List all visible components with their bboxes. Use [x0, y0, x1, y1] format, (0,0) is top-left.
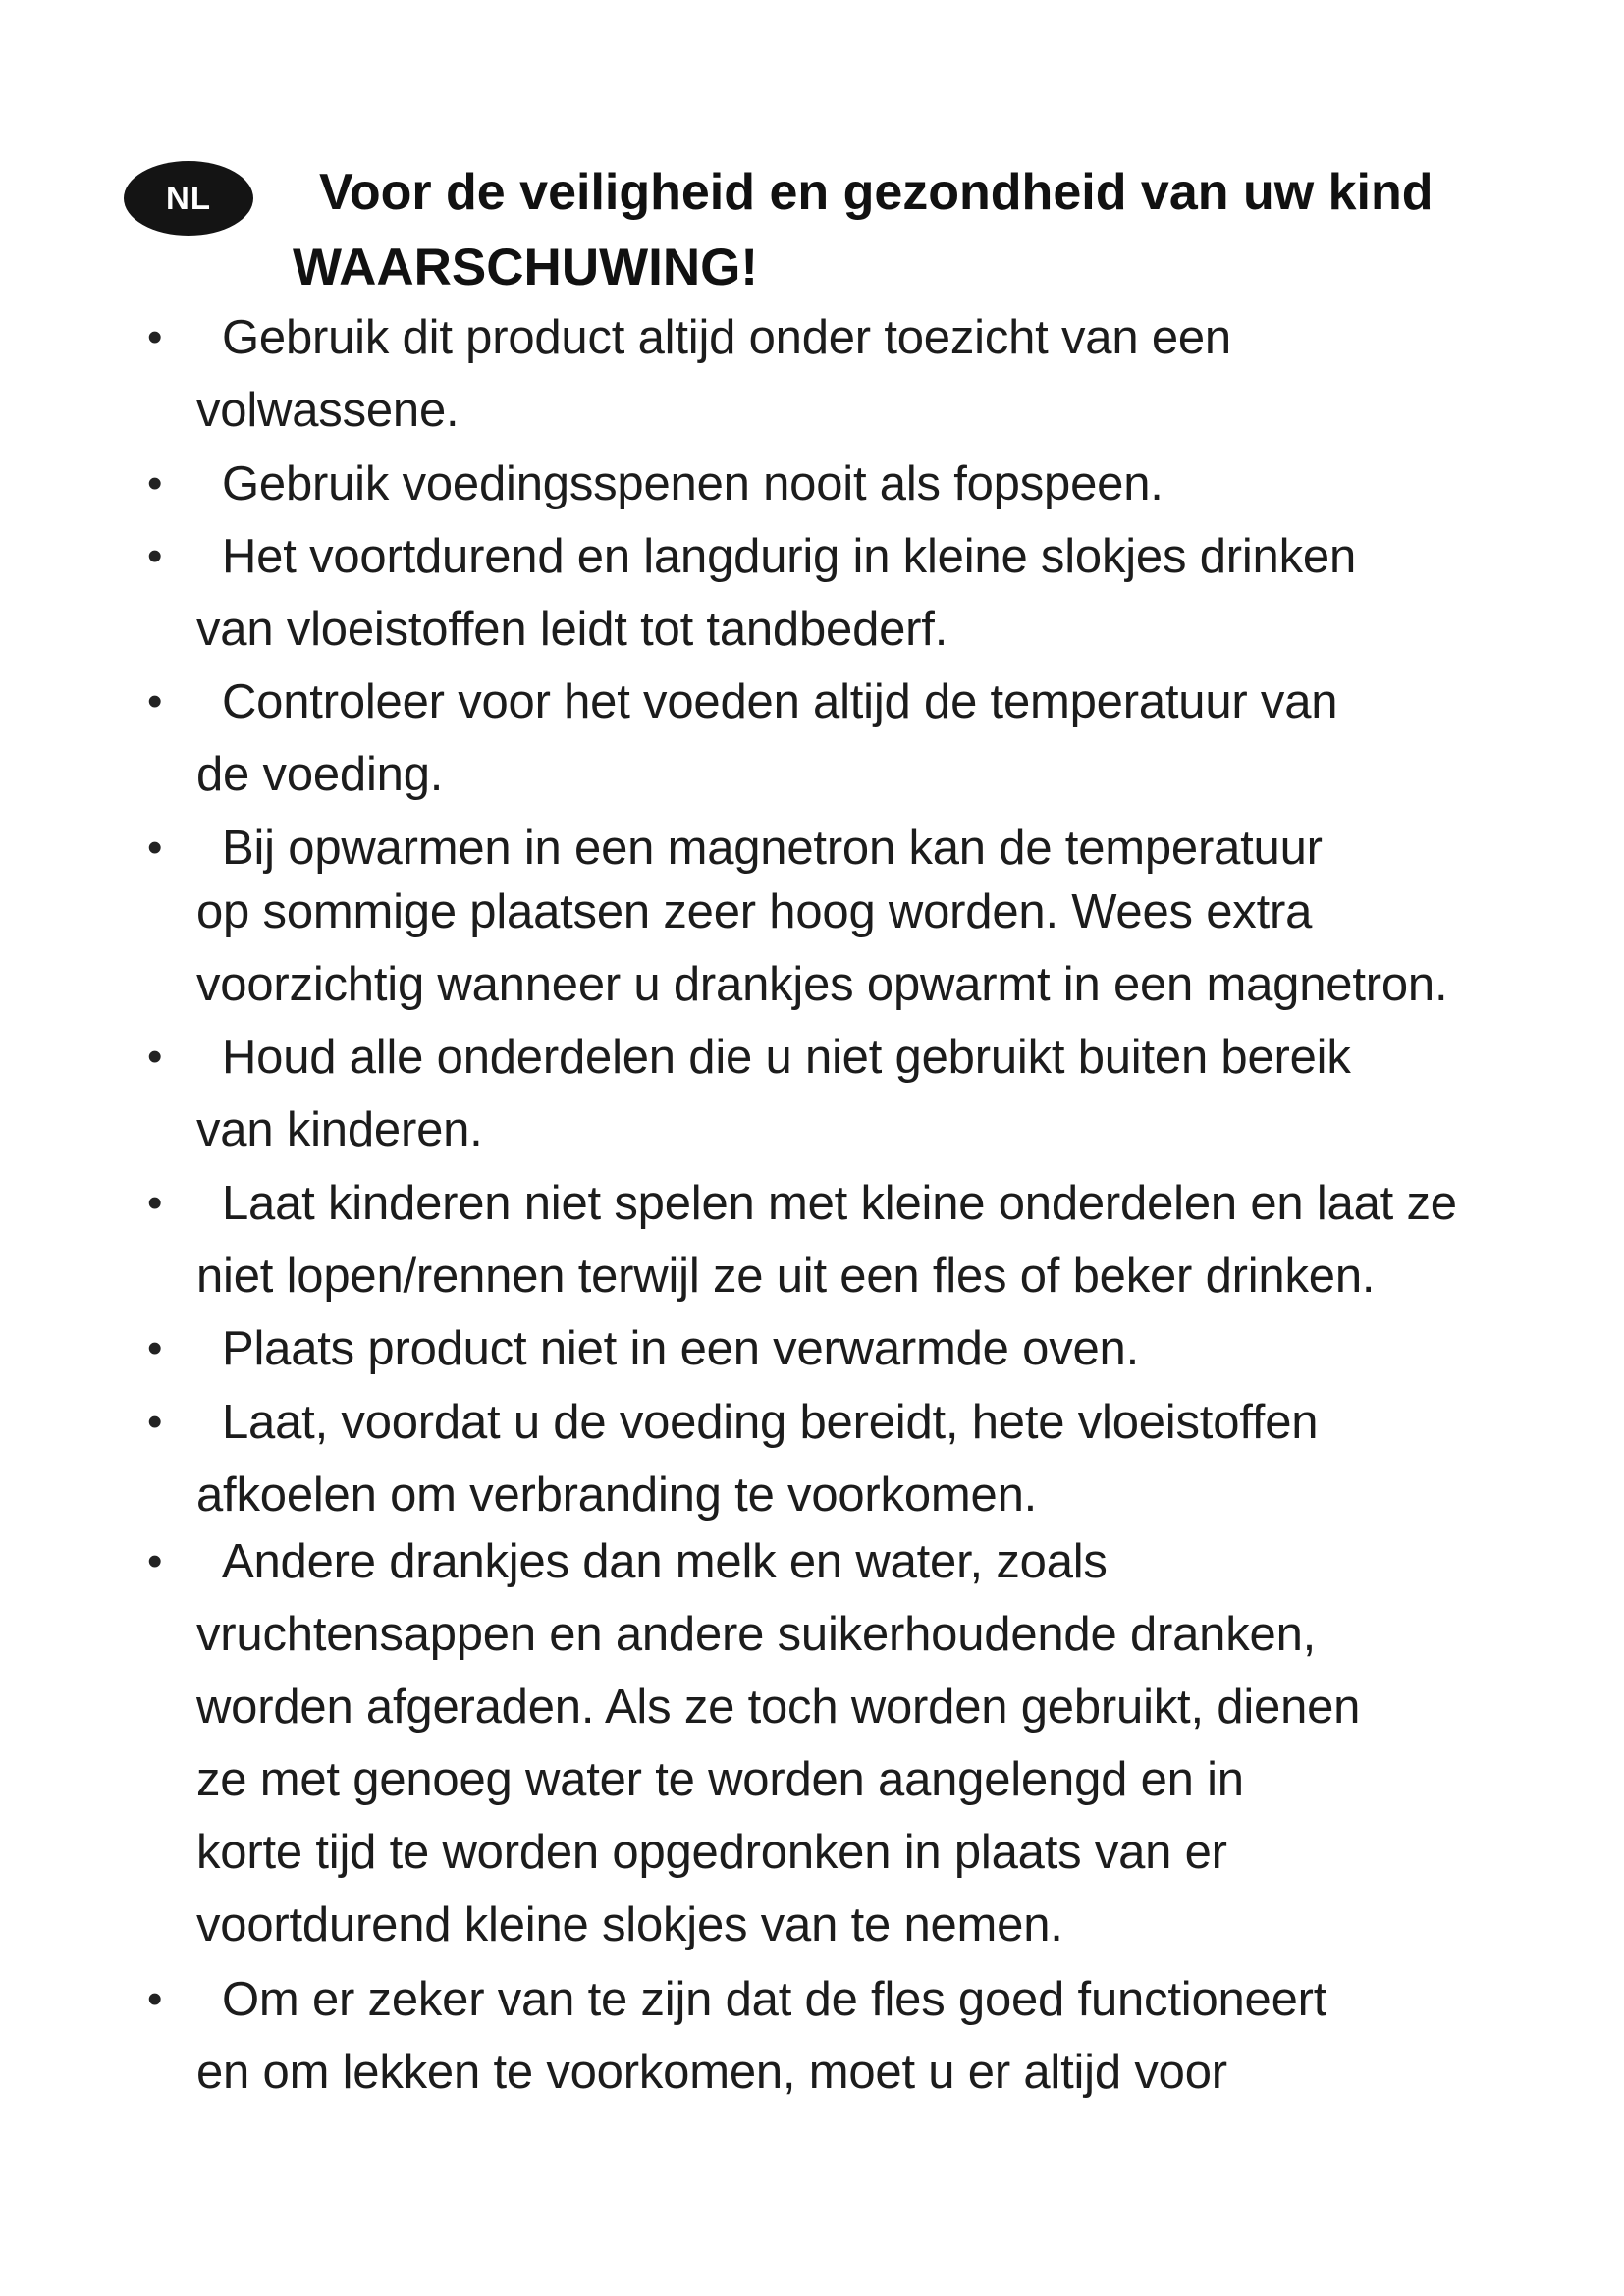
warning-line: Andere drankjes dan melk en water, zoals — [222, 1535, 1108, 1588]
warning-line: Houd alle onderdelen die u niet gebruikt buiten bereik — [222, 1031, 1351, 1084]
warning-line: Gebruik voedingsspenen nooit als fopspeen. — [222, 457, 1164, 510]
warning-line: Laat, voordat u de voeding bereidt, hete vloeistoffen — [222, 1396, 1319, 1449]
bullet: • — [147, 1324, 163, 1372]
bullet: • — [147, 1179, 163, 1227]
warning-line: Bij opwarmen in een magnetron kan de temperatuur — [222, 822, 1323, 875]
warning-line: volwassene. — [196, 384, 460, 437]
warning-line: worden afgeraden. Als ze toch worden gebruikt, dienen — [196, 1681, 1361, 1734]
warning-line: Gebruik dit product altijd onder toezicht van een — [222, 311, 1231, 364]
warning-line: en om lekken te voorkomen, moet u er altijd voor — [196, 2046, 1227, 2099]
bullet: • — [147, 824, 163, 872]
warning-line: niet lopen/rennen terwijl ze uit een fles of beker drinken. — [196, 1250, 1376, 1303]
warning-line: Plaats product niet in een verwarmde oven. — [222, 1322, 1140, 1375]
warning-line: ze met genoeg water te worden aangelengd en in — [196, 1753, 1244, 1806]
warning-line: van kinderen. — [196, 1103, 483, 1156]
warning-heading: WAARSCHUWING! — [293, 239, 758, 296]
bullet: • — [147, 1537, 163, 1585]
warning-line: Het voortdurend en langdurig in kleine slokjes drinken — [222, 530, 1357, 583]
warning-line: voortdurend kleine slokjes van te nemen. — [196, 1898, 1063, 1951]
bullet: • — [147, 1975, 163, 2023]
language-badge: NL — [124, 161, 253, 236]
warning-line: Controleer voor het voeden altijd de temperatuur van — [222, 675, 1338, 728]
warning-line: afkoelen om verbranding te voorkomen. — [196, 1468, 1038, 1522]
page-title: Voor de veiligheid en gezondheid van uw kind — [319, 164, 1434, 221]
warning-line: Laat kinderen niet spelen met kleine onderdelen en laat ze — [222, 1177, 1457, 1230]
bullet: • — [147, 459, 163, 507]
warning-line: vruchtensappen en andere suikerhoudende dranken, — [196, 1608, 1317, 1661]
bullet: • — [147, 1398, 163, 1446]
warning-line: Om er zeker van te zijn dat de fles goed functioneert — [222, 1973, 1327, 2026]
warning-line: voorzichtig wanneer u drankjes opwarmt in een magnetron. — [196, 958, 1448, 1011]
bullet: • — [147, 532, 163, 580]
bullet: • — [147, 313, 163, 361]
warning-line: van vloeistoffen leidt tot tandbederf. — [196, 603, 948, 656]
bullet: • — [147, 1033, 163, 1081]
warning-line: de voeding. — [196, 748, 444, 801]
warning-line: op sommige plaatsen zeer hoog worden. Wees extra — [196, 885, 1313, 938]
bullet: • — [147, 677, 163, 725]
warning-line: korte tijd te worden opgedronken in plaats van er — [196, 1826, 1227, 1879]
